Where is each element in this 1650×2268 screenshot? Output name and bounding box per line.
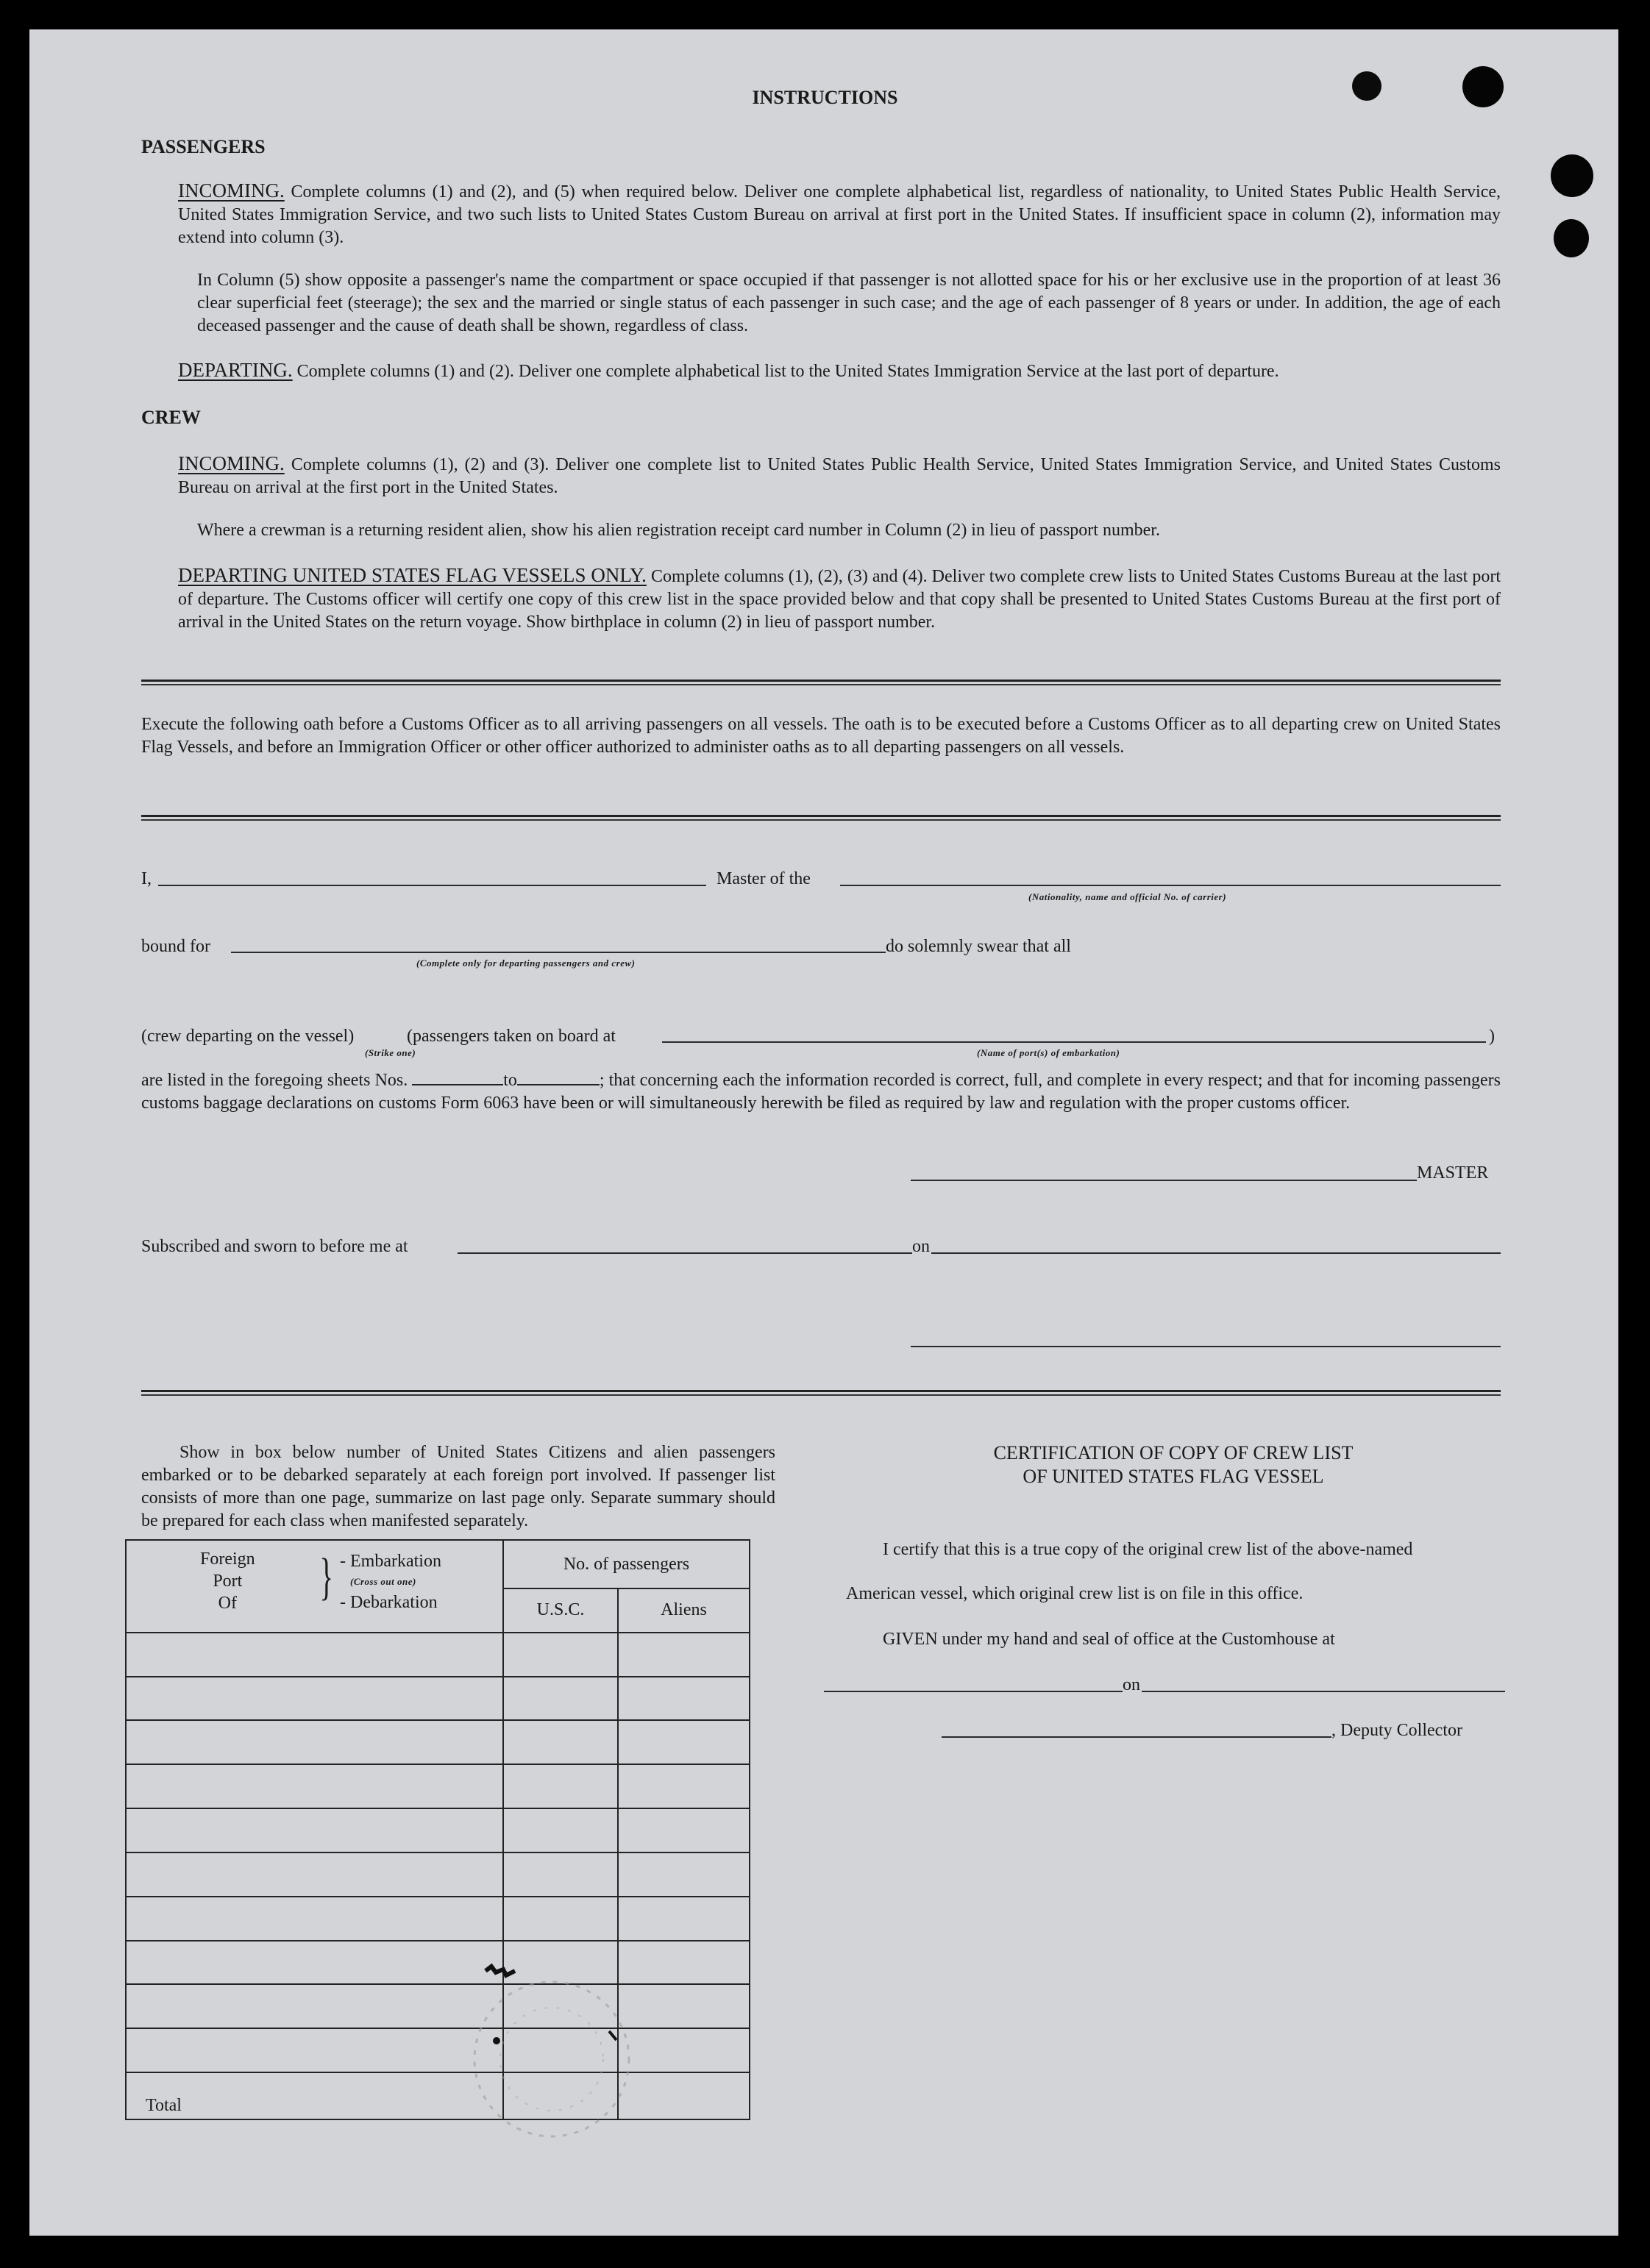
passengers-heading: PASSENGERS bbox=[141, 136, 266, 157]
table-row bbox=[126, 1897, 750, 1941]
summary-intro: Show in box below number of United States Citizens and alien passengers embarked or to be debarked separately at each foreign port involved. If passenger list consists of more than one page, summarize on last page only. Separate summary should be prepared for each class when manifested separately. bbox=[141, 1443, 775, 1530]
usc-cell[interactable] bbox=[503, 1852, 618, 1897]
bound-for-hint: (Complete only for departing passengers and crew) bbox=[416, 958, 636, 969]
usc-cell[interactable] bbox=[503, 1720, 618, 1764]
master-name-line bbox=[158, 885, 706, 886]
port-label: Port bbox=[213, 1572, 243, 1591]
aliens-cell[interactable] bbox=[618, 1764, 750, 1808]
embarkation-port-line bbox=[662, 1041, 1486, 1043]
passenger-summary-table bbox=[125, 1539, 750, 2120]
passengers-departing-text: Complete columns (1) and (2). Deliver one complete alphabetical list to the United States Immigration Service at the last port of departure. bbox=[296, 362, 1279, 381]
sheet-to-blank[interactable] bbox=[517, 1083, 600, 1085]
port-hint: (Name of port(s) of embarkation) bbox=[977, 1047, 1120, 1058]
aliens-cell[interactable] bbox=[618, 1633, 750, 1677]
foreign-label: Foreign bbox=[200, 1550, 255, 1569]
listed-prefix: are listed in the foregoing sheets Nos. bbox=[141, 1071, 408, 1090]
subscribed-place-line bbox=[458, 1252, 912, 1254]
table-row bbox=[126, 1808, 750, 1852]
aliens-cell[interactable] bbox=[618, 1677, 750, 1721]
american-vessel-text: American vessel, which original crew list is on file in this office. bbox=[846, 1584, 1304, 1603]
master-label: MASTER bbox=[1417, 1163, 1489, 1183]
port-cell[interactable] bbox=[126, 1941, 503, 1985]
subscribed-label: Subscribed and sworn to before me at bbox=[141, 1237, 408, 1256]
master-signature-line bbox=[911, 1180, 1417, 1181]
crew-departing-paragraph bbox=[178, 564, 1501, 634]
usc-cell[interactable] bbox=[503, 1808, 618, 1852]
punch-hole-edge bbox=[1551, 154, 1593, 197]
oath-i-label: I, bbox=[141, 869, 152, 888]
port-cell[interactable] bbox=[126, 1897, 503, 1941]
crew-incoming-paragraph bbox=[178, 452, 1501, 499]
crew-heading: CREW bbox=[141, 407, 201, 428]
passengers-incoming-label: INCOMING. bbox=[178, 179, 285, 202]
officer-signature-line bbox=[911, 1346, 1501, 1347]
usc-cell[interactable] bbox=[503, 1897, 618, 1941]
crew-departing-option: (crew departing on the vessel) bbox=[141, 1027, 355, 1046]
table-row bbox=[126, 1720, 750, 1764]
usc-cell[interactable] bbox=[503, 1764, 618, 1808]
close-paren: ) bbox=[1489, 1027, 1495, 1046]
port-cell[interactable] bbox=[126, 1764, 503, 1808]
port-cell[interactable] bbox=[126, 1677, 503, 1721]
table-row bbox=[126, 1764, 750, 1808]
section-divider-2 bbox=[141, 815, 1501, 821]
table-row bbox=[126, 1677, 750, 1721]
port-cell[interactable] bbox=[126, 1984, 503, 2028]
brace-icon: } bbox=[319, 1549, 334, 1605]
certification-on-label: on bbox=[1123, 1675, 1140, 1694]
oath-intro: Execute the following oath before a Customs Officer as to all arriving passengers on all vessels. The oath is to be executed before a Customs Officer as to all departing crew on United States Flag Vessels, and before an Immigration Officer or other officer authorized to administer oaths as to all departing passengers on all vessels. bbox=[141, 715, 1501, 757]
table-row bbox=[126, 1852, 750, 1897]
subscribed-date-line bbox=[931, 1252, 1501, 1254]
usc-header: U.S.C. bbox=[503, 1588, 618, 1633]
section-divider-1 bbox=[141, 680, 1501, 685]
no-passengers-header: No. of passengers bbox=[503, 1540, 750, 1588]
deputy-signature-line bbox=[942, 1736, 1331, 1738]
listed-paragraph bbox=[141, 1069, 1501, 1115]
given-text: GIVEN under my hand and seal of office at the Customhouse at bbox=[883, 1630, 1335, 1649]
total-row bbox=[126, 2072, 750, 2119]
aliens-cell[interactable] bbox=[618, 1852, 750, 1897]
table-row bbox=[126, 1984, 750, 2028]
crew-resident-paragraph: Where a crewman is a returning resident alien, show his alien registration receipt card number in Column (2) in lieu of passport number. bbox=[197, 521, 1160, 540]
total-label: Total bbox=[126, 2072, 503, 2119]
certify-text: I certify that this is a true copy of the original crew list of the above-named bbox=[883, 1540, 1413, 1559]
of-label: Of bbox=[218, 1594, 237, 1613]
aliens-cell[interactable] bbox=[618, 1720, 750, 1764]
to-label: to bbox=[503, 1071, 517, 1090]
table-row bbox=[126, 1633, 750, 1677]
master-of-the-label: Master of the bbox=[716, 869, 811, 888]
sheet-from-blank[interactable] bbox=[412, 1083, 503, 1085]
section-divider-3 bbox=[141, 1390, 1501, 1396]
bound-for-label: bound for bbox=[141, 937, 210, 956]
instructions-title: INSTRUCTIONS bbox=[752, 87, 898, 108]
port-cell[interactable] bbox=[126, 1633, 503, 1677]
seal-stamp bbox=[456, 1949, 647, 2169]
crew-departing-text: Complete columns (1), (2), (3) and (4). Deliver two complete crew lists to United States Customs Bureau at the last port of departure. The Customs officer will certify one copy of this crew list in the space provided below and that copy shall be presented to United States Customs Bureau at the first port of arrival in the United States on the return voyage. Show birthplace in column (2) in lieu of passport number. bbox=[178, 567, 1501, 632]
certification-title bbox=[846, 1441, 1501, 1488]
bound-for-line bbox=[231, 952, 886, 953]
crew-departing-label: DEPARTING UNITED STATES FLAG VESSELS ONLY. bbox=[178, 564, 647, 586]
port-cell[interactable] bbox=[126, 2028, 503, 2072]
usc-cell[interactable] bbox=[503, 1633, 618, 1677]
usc-cell[interactable] bbox=[503, 1677, 618, 1721]
listed-rest: ; that concerning each the information recorded is correct, full, and complete in every respect; and that for incoming passengers customs baggage declarations on customs Form 6063 have been or will simultaneously herewith be filed as required by law and regulation with the proper customs officer. bbox=[141, 1071, 1501, 1113]
passengers-incoming-text: Complete columns (1) and (2), and (5) when required below. Deliver one complete alphabetical list, regardless of nationality, to United States Public Health Service, United States Immigration Service, and two such lists to United States Custom Bureau on arrival at first port in the United States. If insufficient space in column (2), information may extend into column (3). bbox=[178, 182, 1501, 247]
crew-incoming-text: Complete columns (1), (2) and (3). Deliver one complete list to United States Public Health Service, United States Immigration Service, and United States Customs Bureau on arrival at the first port in the United States. bbox=[178, 455, 1501, 497]
crew-incoming-label: INCOMING. bbox=[178, 452, 285, 474]
passengers-departing-paragraph bbox=[178, 359, 1501, 383]
certification-title-line2: OF UNITED STATES FLAG VESSEL bbox=[1023, 1466, 1324, 1487]
customhouse-date-line bbox=[1142, 1691, 1505, 1692]
subscribed-on-label: on bbox=[912, 1237, 930, 1256]
table-row bbox=[126, 1941, 750, 1985]
passengers-incoming-paragraph bbox=[178, 179, 1501, 249]
passengers-departing-label: DEPARTING. bbox=[178, 359, 293, 381]
column5-paragraph: In Column (5) show opposite a passenger's name the compartment or space occupied if that passenger is not allotted space for his or her exclusive use in the proportion of at least 36 clear superficial feet (steerage); the sex and the married or single status of each passenger in such case; and the age of each passenger of 8 years or under. In addition, the age of each deceased passenger and the cause of death shall be shown, regardless of class. bbox=[197, 271, 1501, 335]
aliens-cell[interactable] bbox=[618, 1897, 750, 1941]
punch-hole-edge-2 bbox=[1554, 219, 1589, 257]
deputy-collector-label: , Deputy Collector bbox=[1331, 1721, 1462, 1740]
cross-out-hint: (Cross out one) bbox=[350, 1576, 416, 1587]
strike-one-hint: (Strike one) bbox=[365, 1047, 416, 1058]
embarkation-label: - Embarkation bbox=[340, 1552, 441, 1571]
table-row bbox=[126, 2028, 750, 2072]
debarkation-label: - Debarkation bbox=[340, 1593, 438, 1612]
passengers-taken-option: (passengers taken on board at bbox=[407, 1027, 616, 1046]
port-cell[interactable] bbox=[126, 1852, 503, 1897]
carrier-line bbox=[840, 885, 1501, 886]
aliens-header: Aliens bbox=[618, 1588, 750, 1633]
aliens-cell[interactable] bbox=[618, 1808, 750, 1852]
swear-text: do solemnly swear that all bbox=[886, 937, 1071, 956]
certification-title-line1: CERTIFICATION OF COPY OF CREW LIST bbox=[993, 1442, 1354, 1463]
port-cell[interactable] bbox=[126, 1720, 503, 1764]
carrier-hint: (Nationality, name and official No. of carrier) bbox=[1028, 891, 1227, 902]
foreign-port-header bbox=[126, 1540, 503, 1633]
port-cell[interactable] bbox=[126, 1808, 503, 1852]
customhouse-place-line bbox=[824, 1691, 1123, 1692]
